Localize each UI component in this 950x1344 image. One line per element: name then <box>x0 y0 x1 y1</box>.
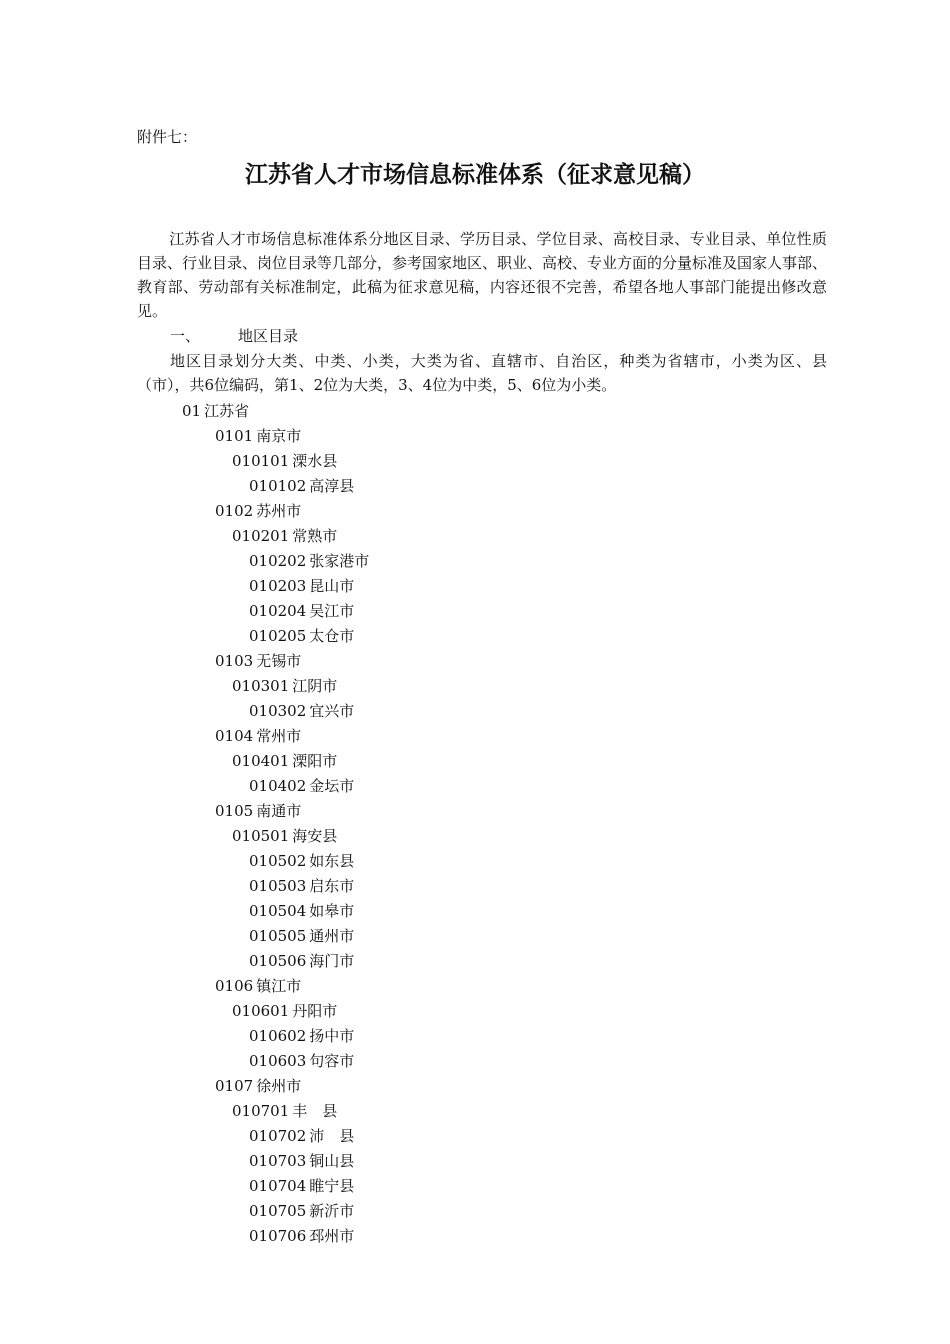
region-code: 010402 <box>249 777 307 795</box>
region-code: 0105 <box>215 802 254 820</box>
region-code: 010704 <box>249 1177 307 1195</box>
region-code: 010201 <box>232 527 290 545</box>
region-code: 010601 <box>232 1002 290 1020</box>
region-county <box>249 574 354 599</box>
region-county-first <box>232 749 337 774</box>
region-city <box>215 724 301 749</box>
region-city <box>215 499 301 524</box>
region-code: 010702 <box>249 1127 307 1145</box>
region-code: 01 <box>182 402 202 420</box>
region-code: 0106 <box>215 977 254 995</box>
region-name: 宜兴市 <box>309 702 355 720</box>
region-county-first <box>232 524 337 549</box>
region-county <box>249 1149 354 1174</box>
region-code: 010204 <box>249 602 307 620</box>
region-name: 无锡市 <box>256 652 302 670</box>
region-code: 0104 <box>215 727 254 745</box>
region-name: 苏州市 <box>256 502 302 520</box>
region-code: 0102 <box>215 502 254 520</box>
region-city <box>215 424 301 449</box>
region-name: 如东县 <box>309 852 355 870</box>
region-code: 010503 <box>249 877 307 895</box>
region-name: 江阴市 <box>292 677 338 695</box>
region-name: 太仓市 <box>309 627 355 645</box>
region-code: 010506 <box>249 952 307 970</box>
intro-paragraph <box>137 227 827 323</box>
region-county-first <box>232 824 337 849</box>
region-county <box>249 1199 354 1224</box>
region-code: 010501 <box>232 827 290 845</box>
section-heading <box>170 324 298 348</box>
region-code: 010301 <box>232 677 290 695</box>
region-county-first <box>232 674 337 699</box>
region-name: 高淳县 <box>309 477 355 495</box>
region-name: 张家港市 <box>309 552 370 570</box>
region-name: 海门市 <box>309 952 355 970</box>
region-county <box>249 1049 354 1074</box>
region-code: 010205 <box>249 627 307 645</box>
region-county <box>249 899 354 924</box>
region-name: 新沂市 <box>309 1202 355 1220</box>
region-county-first <box>232 449 337 474</box>
region-city <box>215 799 301 824</box>
region-code: 010502 <box>249 852 307 870</box>
region-code: 010703 <box>249 1152 307 1170</box>
region-county <box>249 549 369 574</box>
region-code: 010505 <box>249 927 307 945</box>
region-name: 徐州市 <box>256 1077 302 1095</box>
region-code: 010203 <box>249 577 307 595</box>
region-county <box>249 924 354 949</box>
region-county-first <box>232 999 337 1024</box>
section-number: 一、 <box>170 327 201 345</box>
region-city <box>215 974 301 999</box>
section-title: 地区目录 <box>238 327 299 345</box>
region-code: 010102 <box>249 477 307 495</box>
region-name: 海安县 <box>292 827 338 845</box>
region-city <box>215 1074 301 1099</box>
region-code: 010705 <box>249 1202 307 1220</box>
region-county <box>249 849 354 874</box>
region-name: 昆山市 <box>309 577 355 595</box>
region-description <box>137 349 827 397</box>
region-county <box>249 1024 354 1049</box>
region-name: 南通市 <box>256 802 302 820</box>
region-code: 010401 <box>232 752 290 770</box>
region-name: 扬中市 <box>309 1027 355 1045</box>
region-county-first <box>232 1099 337 1124</box>
region-code: 010504 <box>249 902 307 920</box>
region-name: 镇江市 <box>256 977 302 995</box>
region-name: 邳州市 <box>309 1227 355 1245</box>
document-title: 江苏省人才市场信息标准体系（征求意见稿） <box>245 161 705 188</box>
region-county <box>249 699 354 724</box>
region-county <box>249 1174 354 1199</box>
region-county <box>249 874 354 899</box>
region-name: 常熟市 <box>292 527 338 545</box>
region-code: 010202 <box>249 552 307 570</box>
region-county <box>249 1224 354 1249</box>
region-name: 溧水县 <box>292 452 338 470</box>
region-name: 常州市 <box>256 727 302 745</box>
region-code: 0107 <box>215 1077 254 1095</box>
region-county <box>249 1124 354 1149</box>
region-county <box>249 949 354 974</box>
region-name: 丹阳市 <box>292 1002 338 1020</box>
region-name: 吴江市 <box>309 602 355 620</box>
region-code: 010602 <box>249 1027 307 1045</box>
region-code: 010302 <box>249 702 307 720</box>
region-name: 南京市 <box>256 427 302 445</box>
region-code: 0103 <box>215 652 254 670</box>
region-name: 江苏省 <box>204 402 250 420</box>
region-county <box>249 474 354 499</box>
region-name: 溧阳市 <box>292 752 338 770</box>
region-county <box>249 599 354 624</box>
region-name: 启东市 <box>309 877 355 895</box>
region-name: 丰 县 <box>292 1102 338 1120</box>
region-code: 010603 <box>249 1052 307 1070</box>
region-county <box>249 624 354 649</box>
region-code: 0101 <box>215 427 254 445</box>
region-name: 如皋市 <box>309 902 355 920</box>
region-code: 010706 <box>249 1227 307 1245</box>
region-province <box>182 399 249 424</box>
region-name: 通州市 <box>309 927 355 945</box>
region-name: 句容市 <box>309 1052 355 1070</box>
region-county <box>249 774 354 799</box>
attachment-label: 附件七： <box>137 128 198 146</box>
intro-text: 江苏省人才市场信息标准体系分地区目录、学历目录、学位目录、高校目录、专业目录、单位性质目录、行业目录、岗位目录等几部分，参考国家地区、职业、高校、专业方面的分量标准及国家人事部、教育部、劳动部有关标准制定，此稿为征求意见稿，内容还很不完善，希望各地人事部门能提出修改意见。 <box>137 230 828 320</box>
region-name: 沛 县 <box>309 1127 355 1145</box>
region-city <box>215 649 301 674</box>
region-code: 010701 <box>232 1102 290 1120</box>
region-description-text: 地区目录划分大类、中类、小类，大类为省、直辖市、自治区，种类为省辖市，小类为区、县（市），共6位编码，第1、2位为大类，3、4位为中类，5、6位为小类。 <box>137 352 827 394</box>
region-name: 金坛市 <box>309 777 355 795</box>
region-name: 铜山县 <box>309 1152 355 1170</box>
region-name: 睢宁县 <box>309 1177 355 1195</box>
region-code: 010101 <box>232 452 290 470</box>
